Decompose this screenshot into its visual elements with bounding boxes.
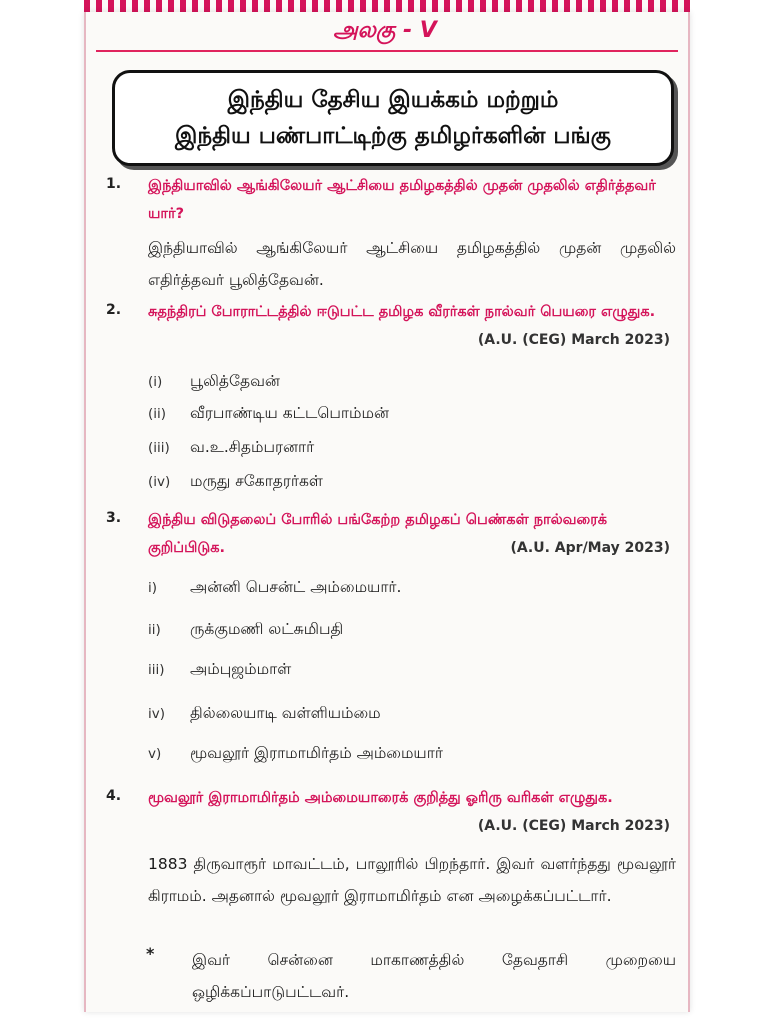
exam-reference: (A.U. Apr/May 2023) [510, 540, 670, 556]
question-body: இந்திய விடுதலைப் போரில் பங்கேற்ற தமிழகப் பெண்கள் நால்வரைக் குறிப்பிடுக. [148, 512, 607, 556]
exam-reference: (A.U. (CEG) March 2023) [477, 332, 670, 348]
exam-reference: (A.U. (CEG) March 2023) [477, 818, 670, 834]
list-marker: ii) [148, 622, 161, 638]
list-item [148, 620, 343, 640]
bullet-text: இவர் சென்னை மாகாணத்தில் தேவதாசி முறையை ஒழிக்கப்பாடுபட்டவர். [192, 951, 676, 1001]
list-item [148, 744, 443, 764]
list-item [148, 404, 389, 424]
list-text: அன்னி பெசன்ட் அம்மையார். [190, 578, 402, 596]
question-1 [106, 172, 676, 228]
list-text: வ.உ.சிதம்பரனார் [190, 438, 315, 456]
chapter-title-line-2: இந்திய பண்பாட்டிற்கு தமிழர்களின் பங்கு [175, 123, 611, 149]
list-item [148, 660, 291, 680]
bullet-marker: * [146, 944, 155, 963]
chapter-title-line-1: இந்திய தேசிய இயக்கம் மற்றும் [227, 87, 559, 113]
question-body: சுதந்திரப் போராட்டத்தில் ஈடுபட்ட தமிழக வீரர்கள் நால்வர் பெயரை எழுதுக. [148, 304, 656, 320]
answer-text: இந்தியாவில் ஆங்கிலேயர் ஆட்சியை தமிழகத்தில் முதன் முதலில் எதிர்த்தவர் பூலித்தேவன். [148, 239, 676, 289]
list-item [148, 438, 314, 458]
list-marker: (iv) [148, 474, 171, 490]
list-marker: (iii) [148, 440, 170, 456]
list-item [148, 472, 323, 492]
top-border-ornament [84, 0, 690, 12]
list-text: மருது சகோதரர்கள் [190, 472, 323, 490]
chapter-title-box [112, 70, 674, 166]
question-text: இந்தியாவில் ஆங்கிலேயர் ஆட்சியை தமிழகத்தில் முதன் முதலில் எதிர்த்தவர் யார்? [148, 178, 656, 222]
question-4 [106, 784, 676, 840]
question-body: மூவலூர் இராமாமிர்தம் அம்மையாரைக் குறித்து ஓரிரு வரிகள் எழுதுக. [148, 790, 613, 806]
question-number: 1. [106, 176, 122, 192]
question-3 [106, 506, 676, 562]
bullet-point [146, 944, 676, 1008]
question-text [148, 506, 676, 562]
unit-title: அலகு - V [333, 18, 437, 43]
question-2 [106, 298, 676, 354]
header-rule [96, 50, 678, 52]
question-number: 2. [106, 302, 122, 318]
list-text: மூவலூர் இராமாமிர்தம் அம்மையார் [190, 744, 443, 762]
list-text: அம்புஜம்மாள் [190, 660, 292, 678]
list-marker: (i) [148, 374, 163, 390]
question-number: 3. [106, 510, 122, 526]
list-marker: iii) [148, 662, 165, 678]
list-text: ருக்குமணி லட்சுமிபதி [190, 620, 344, 638]
list-marker: v) [148, 746, 162, 762]
list-item [148, 578, 401, 598]
answer-text: 1883 திருவாரூர் மாவட்டம், பாலூரில் பிறந்தார். இவர் வளர்ந்தது மூவலூர் கிராமம். அதனால் மூவலூர் இராமாமிர்தம் என அழைக்கப்பட்டார். [148, 855, 676, 905]
list-text: தில்லையாடி வள்ளியம்மை [190, 704, 381, 722]
answer-1 [106, 232, 676, 296]
list-text: வீரபாண்டிய கட்டபொம்மன் [190, 404, 390, 422]
question-text [148, 298, 676, 348]
list-item [148, 372, 280, 392]
list-marker: iv) [148, 706, 166, 722]
question-text [148, 784, 676, 834]
list-item [148, 704, 381, 724]
list-text: பூலித்தேவன் [190, 372, 280, 390]
answer-4 [106, 848, 676, 912]
list-marker: (ii) [148, 406, 167, 422]
list-marker: i) [148, 580, 158, 596]
question-number: 4. [106, 788, 122, 804]
